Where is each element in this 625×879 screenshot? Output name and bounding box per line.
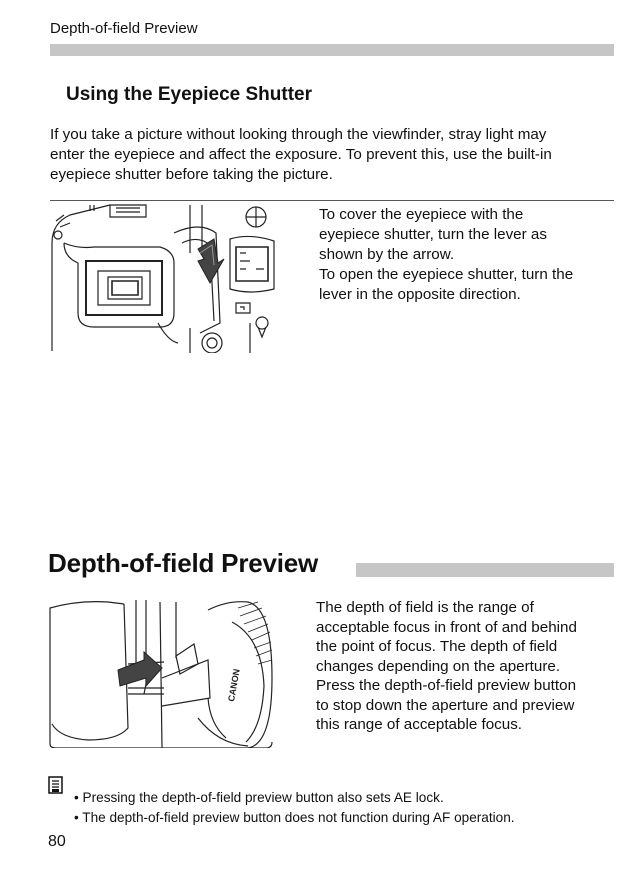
camera-dof-button-illustration bbox=[48, 598, 274, 748]
body-line: to stop down the aperture and preview bbox=[316, 696, 575, 714]
instruction-line: To cover the eyepiece with the bbox=[319, 206, 524, 223]
note-icon bbox=[48, 776, 64, 794]
body-line: The depth of field is the range of bbox=[316, 599, 534, 616]
eyepiece-instructions bbox=[319, 205, 619, 305]
camera-eyepiece-illustration bbox=[50, 203, 276, 353]
section-divider bbox=[50, 200, 614, 201]
instruction-line: lever in the opposite direction. bbox=[319, 286, 521, 303]
dof-description bbox=[316, 598, 616, 735]
intro-line: eyepiece shutter before taking the picture. bbox=[50, 166, 333, 183]
running-head: Depth-of-field Preview bbox=[50, 20, 198, 37]
heading-bar bbox=[356, 563, 614, 577]
body-line: the point of focus. The depth of field bbox=[316, 638, 558, 655]
instruction-line: To open the eyepiece shutter, turn the bbox=[319, 266, 574, 283]
body-line: Press the depth-of-field preview button bbox=[316, 677, 577, 694]
lens-brand-label: CANON bbox=[226, 668, 242, 703]
section-heading-dof: Depth-of-field Preview bbox=[48, 548, 319, 578]
instruction-line: eyepiece shutter, turn the lever as bbox=[319, 226, 547, 243]
header-bar bbox=[50, 44, 614, 56]
intro-line: enter the eyepiece and affect the exposure. To prevent this, use the built-in bbox=[50, 146, 552, 163]
notes-list bbox=[74, 788, 515, 828]
section-heading-eyepiece: Using the Eyepiece Shutter bbox=[66, 84, 313, 105]
body-line: changes depending on the aperture. bbox=[316, 657, 561, 675]
intro-line: If you take a picture without looking through the viewfinder, stray light may bbox=[50, 126, 547, 143]
instruction-line: shown by the arrow. bbox=[319, 246, 455, 263]
page-number: 80 bbox=[48, 833, 66, 850]
note-item: • The depth-of-field preview button does not function during AF operation. bbox=[74, 810, 515, 825]
body-line: this range of acceptable focus. bbox=[316, 716, 523, 733]
body-line: acceptable focus in front of and behind bbox=[316, 618, 577, 636]
note-item: • Pressing the depth-of-field preview button also sets AE lock. bbox=[74, 790, 444, 805]
intro-paragraph bbox=[50, 125, 620, 185]
